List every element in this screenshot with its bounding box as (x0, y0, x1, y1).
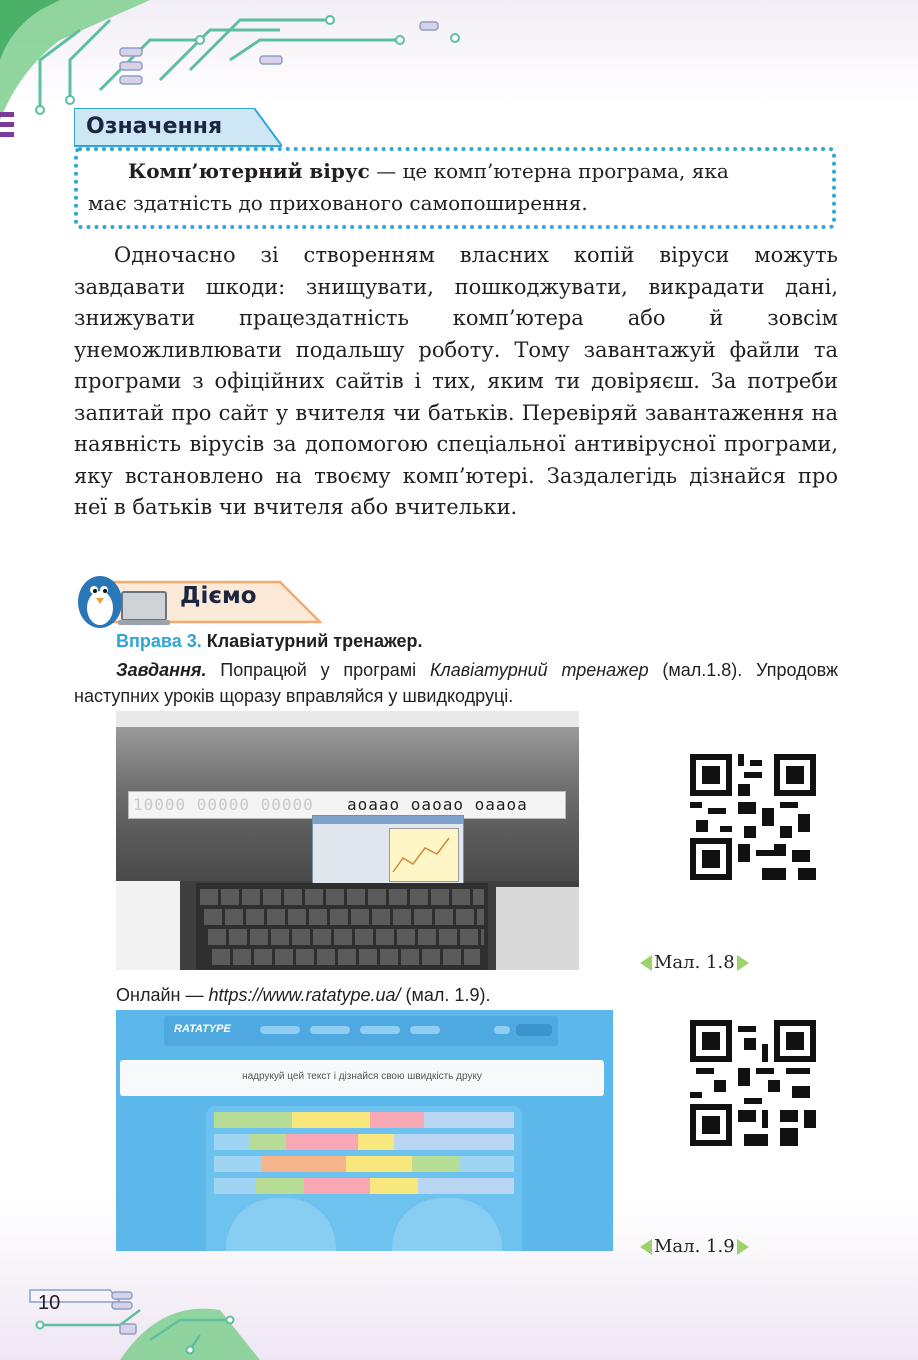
ratatype-url[interactable]: https://www.ratatype.ua/ (208, 985, 401, 1005)
exercise-number: Вправа 3. (116, 631, 202, 651)
ratatype-prompt-box (120, 1060, 604, 1096)
definition-line1: — це комп’ютерна програма, яка (369, 159, 729, 183)
window-titlebar (116, 711, 579, 727)
typed-text: 10000 00000 00000 (133, 795, 314, 814)
online-suffix: (мал. 1.9). (400, 985, 491, 1005)
arrow-right-icon (737, 1239, 749, 1255)
task-text-b: (мал.1.8). Упродовж наступних уроків щоразу вправляйся у швидкодруці. (74, 660, 838, 706)
arrow-left-icon (640, 955, 652, 971)
page-number: 10 (38, 1292, 61, 1314)
ratatype-navbar (164, 1016, 558, 1046)
online-link-line (116, 985, 490, 1006)
online-prefix: Онлайн — (116, 985, 209, 1005)
ratatype-prompt: надрукуй цей текст і дізнайся свою швидкість друку (242, 1071, 482, 1082)
side-panel-right (496, 887, 579, 970)
side-panel-left (116, 881, 180, 970)
ratatype-screenshot (116, 1010, 613, 1251)
arrow-left-icon (640, 1239, 652, 1255)
definition-heading: Означення (86, 114, 223, 139)
definition-term: Комп’ютерний вірус (128, 159, 370, 183)
exercise-name: Клавіатурний тренажер. (206, 631, 423, 651)
penguin-laptop-icon (72, 570, 172, 630)
activity-heading: Діємо (180, 583, 257, 609)
task-program: Клавіатурний тренажер (429, 660, 649, 680)
task-text-a: Попрацюй у програмі (206, 660, 430, 680)
task-text (74, 657, 838, 709)
ratatype-logo: RATATYPE (174, 1023, 231, 1035)
caption-1-text: Мал. 1.8 (654, 952, 735, 973)
keyboard-trainer-screenshot (116, 711, 579, 970)
qr-code-icon (690, 1020, 816, 1146)
paragraph-text: Одночасно зі створенням власних копій віруси можуть завдавати шкоди: знищувати, пошкоджувати, викрадати дані, знижувати працездатність комп’ютера або й зовсім унеможливлювати подальшу роботу. Тому завантажуй файли та програми з офіційних сайтів і тих, яким ти довіряєш. За потреби запитай про сайт у вчителя чи батьків. Перевіряй завантаження на наявність вірусів за допомогою спеціальної антивірусної програми, яку встановлено на твоєму комп’ютері. Заздалегідь дізнайся про неї в батьків чи вчителя або вчительки. (74, 243, 838, 519)
definition-text (88, 155, 820, 219)
exercise-title (116, 631, 423, 652)
arrow-right-icon (737, 955, 749, 971)
figure-caption-1 (640, 952, 749, 973)
task-label: Завдання. (116, 660, 207, 680)
definition-line2: має здатність до прихованого самопоширення. (88, 191, 588, 215)
next-text: аоаао оаоао оаао​а (347, 795, 528, 814)
stats-dialog (312, 815, 464, 887)
caption-2-text: Мал. 1.9 (654, 1236, 735, 1257)
ratatype-keyboard (206, 1106, 522, 1251)
qr-code-icon (690, 754, 816, 880)
figure-caption-2 (640, 1236, 749, 1257)
body-paragraph (74, 240, 838, 524)
virtual-keyboard (196, 883, 488, 970)
